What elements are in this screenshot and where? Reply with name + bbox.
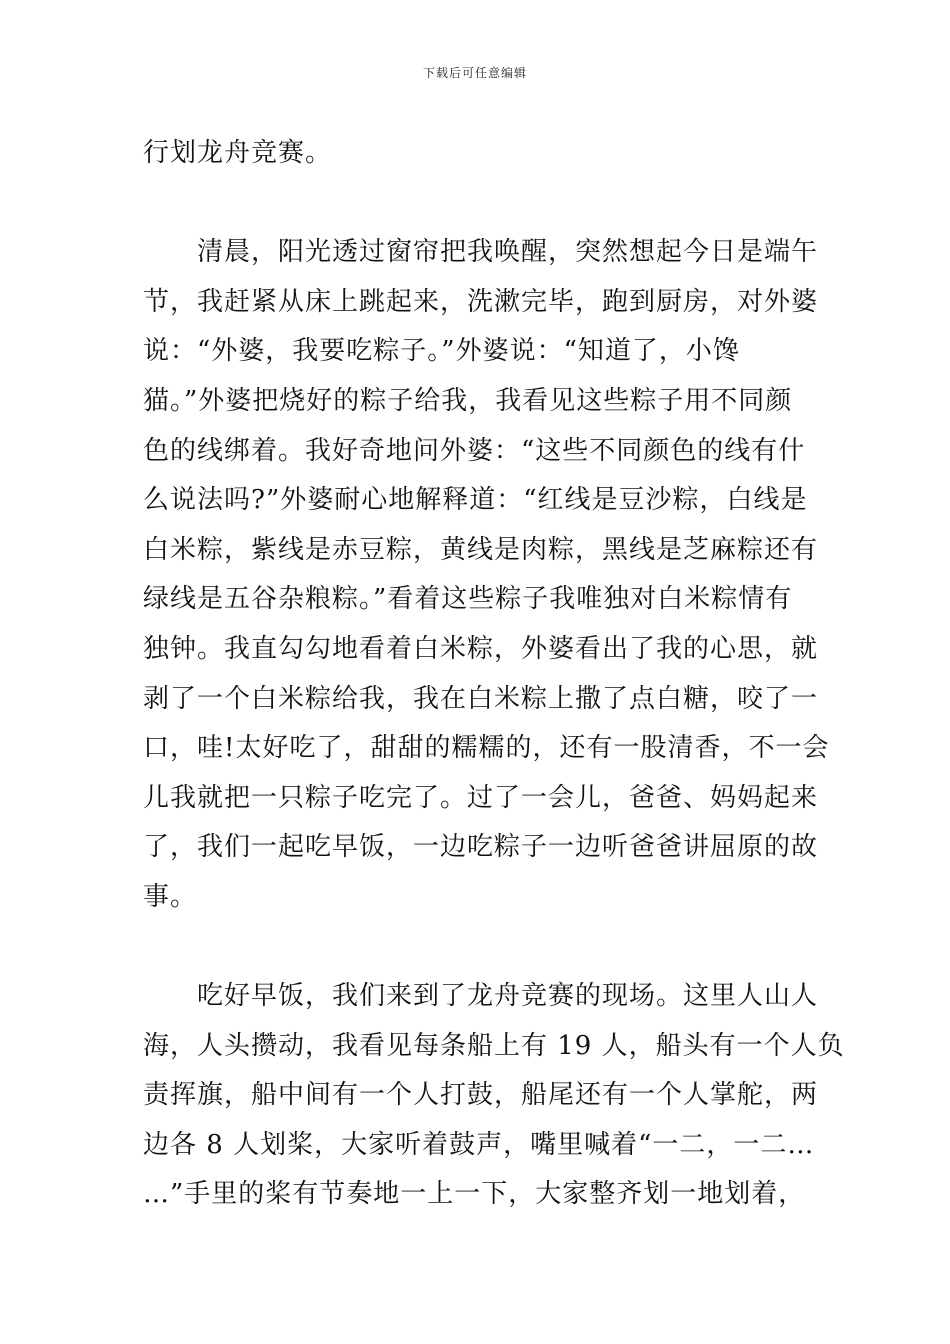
text-line: 清晨，阳光透过窗帘把我唤醒，突然想起今日是端午 — [143, 237, 819, 267]
text-line: 绿线是五谷杂粮粽。”看着这些粽子我唯独对白米粽情有 — [143, 584, 793, 614]
text-line: 行划龙舟竞赛。 — [143, 138, 333, 168]
text-line: 边各 8 人划桨，大家听着鼓声，嘴里喊着“一二，一二… — [143, 1130, 815, 1160]
text-line: 独钟。我直勾勾地看着白米粽，外婆看出了我的心思，就 — [143, 634, 819, 664]
text-line: 海，人头攒动，我看见每条船上有 19 人，船头有一个人负 — [143, 1031, 845, 1061]
text-line: 色的线绑着。我好奇地问外婆：“这些不同颜色的线有什 — [143, 436, 806, 466]
text-line: 责挥旗，船中间有一个人打鼓，船尾还有一个人掌舵，两 — [143, 1080, 819, 1110]
text-line: 儿我就把一只粽子吃完了。过了一会儿，爸爸、妈妈起来 — [143, 783, 819, 813]
page-header: 下载后可任意编辑 — [422, 66, 527, 80]
text-line: 事。 — [143, 882, 198, 912]
text-line: …”手里的桨有节奏地一上一下，大家整齐划一地划着， — [143, 1179, 806, 1209]
text-line: 节，我赶紧从床上跳起来，洗漱完毕，跑到厨房，对外婆 — [143, 287, 819, 317]
text-line: 么说法吗?”外婆耐心地解释道：“红线是豆沙粽，白线是 — [143, 485, 808, 515]
text-line: 口，哇!太好吃了，甜甜的糯糯的，还有一股清香，不一会 — [143, 733, 830, 763]
text-line: 猫。”外婆把烧好的粽子给我，我看见这些粽子用不同颜 — [143, 386, 793, 416]
text-line: 了，我们一起吃早饭，一边吃粽子一边听爸爸讲屈原的故 — [143, 832, 819, 862]
text-line: 剥了一个白米粽给我，我在白米粽上撒了点白糖，咬了一 — [143, 684, 819, 714]
text-line: 吃好早饭，我们来到了龙舟竞赛的现场。这里人山人 — [143, 981, 819, 1011]
text-line: 白米粽，紫线是赤豆粽，黄线是肉粽，黑线是芝麻粽还有 — [143, 535, 819, 565]
text-line: 说：“外婆，我要吃粽子。”外婆说：“知道了，小馋 — [143, 336, 740, 366]
